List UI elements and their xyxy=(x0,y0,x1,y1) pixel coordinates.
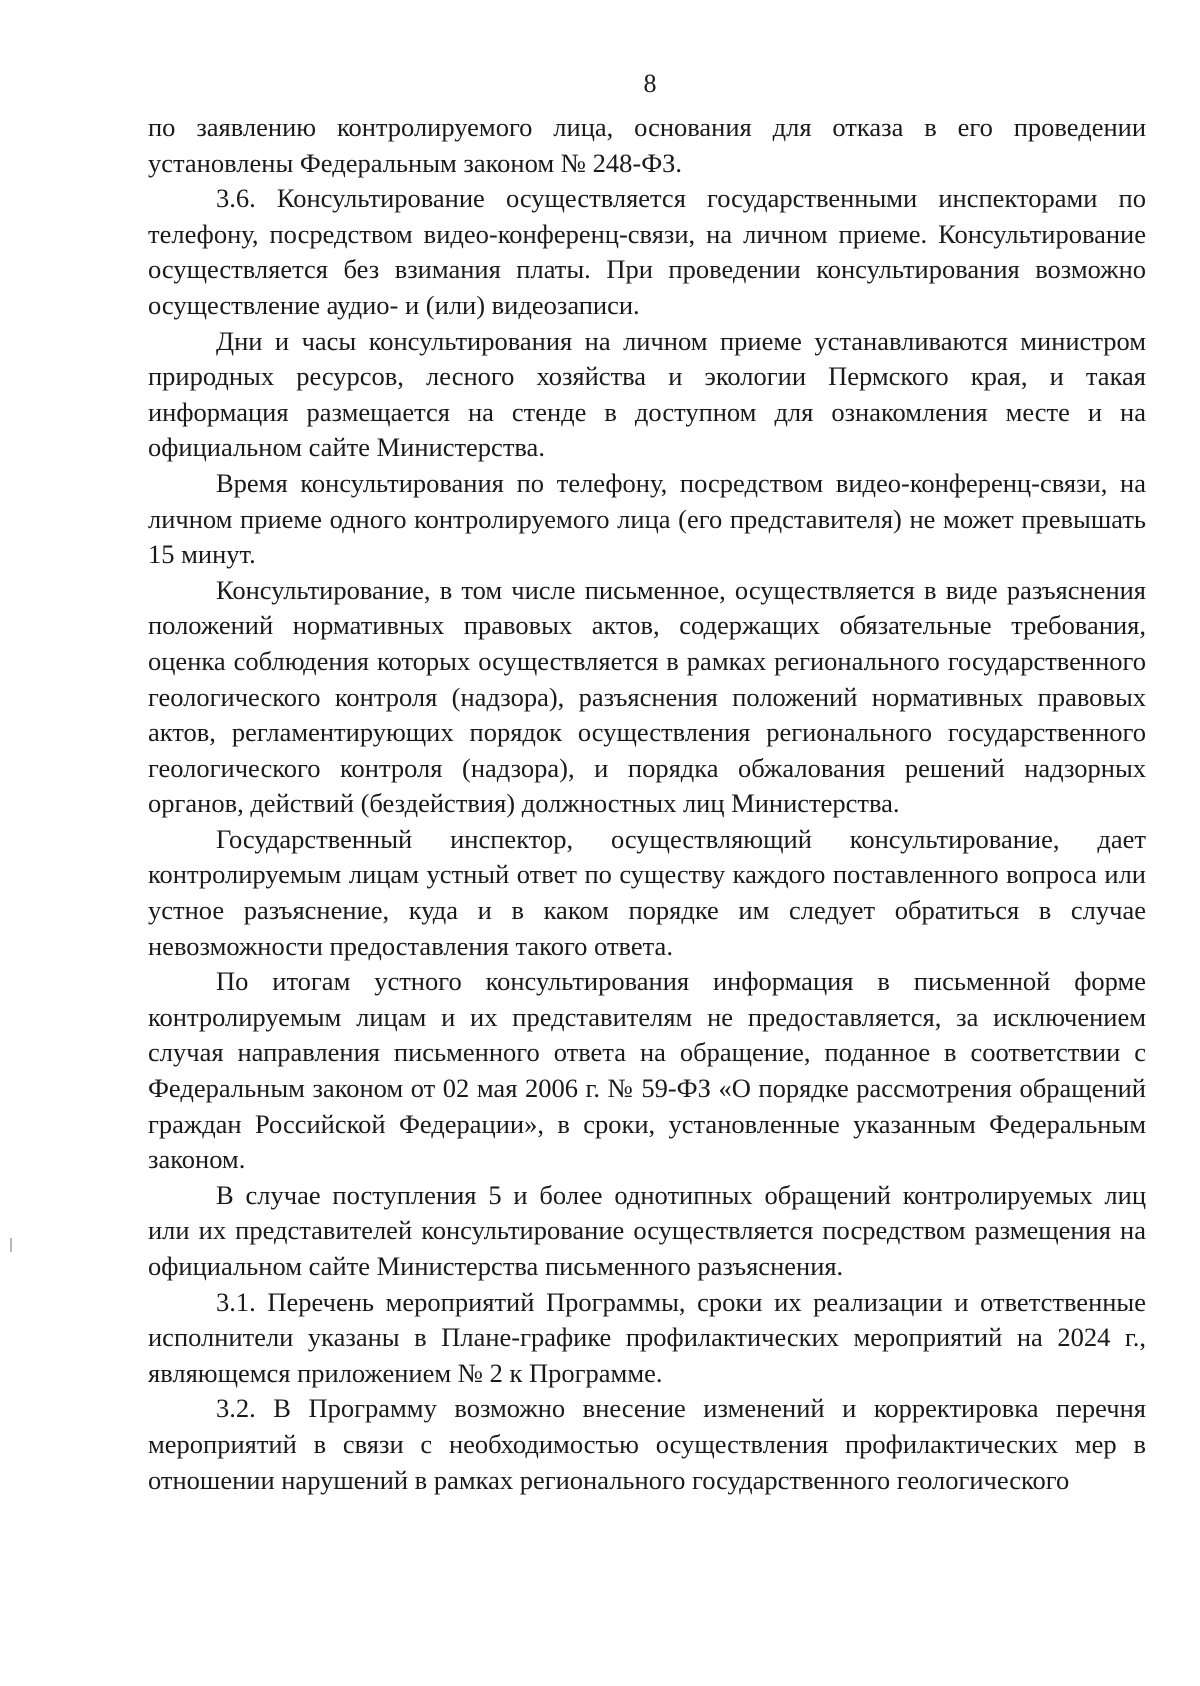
paragraph-multiple-requests: В случае поступления 5 и более однотипных обращений контролируемых лиц или их представителей консультирование осуществляется посредством размещения на официальном сайте Министерства письменного разъяснения. xyxy=(148,1179,1146,1281)
paragraph-3-2-program-changes: 3.2. В Программу возможно внесение изменений и корректировка перечня мероприятий в связи с необходимостью осуществления профилактических мер в отношении нарушений в рамках регионального государственного геологического xyxy=(148,1393,1146,1495)
paragraph-consulting-scope: Консультирование, в том числе письменное, осуществляется в виде разъяснения положений нормативных правовых актов, содержащих обязательные требования, оценка соблюдения которых осуществляется в рамках регионального государственного геологического контроля (надзора), разъяснения положений нормативных правовых актов, регламентирующих порядок осуществления регионального государственного геологического контроля (надзора), и порядка обжалования решений надзорных органов, действий (бездействия) должностных лиц Министерства. xyxy=(148,574,1146,819)
paragraph-consulting-time-limit: Время консультирования по телефону, посредством видео-конференц-связи, на личном приеме одного контролируемого лица (его представителя) не может превышать 15 минут. xyxy=(148,467,1146,570)
page-number: 8 xyxy=(643,69,657,98)
scan-artifact xyxy=(10,1238,12,1252)
paragraph-continuation: по заявлению контролируемого лица, основания для отказа в его проведении установлены Федеральным законом № 248-ФЗ. xyxy=(148,112,1146,178)
document-body xyxy=(148,110,1146,1498)
paragraph-written-information: По итогам устного консультирования информация в письменной форме контролируемым лицам и их представителям не предоставляется, за исключением случая направления письменного ответа на обращение, поданное в соответствии с Федеральным законом от 02 мая 2006 г. № 59-ФЗ «О порядке рассмотрения обращений граждан Российской Федерации», в сроки, установленные указанным Федеральным законом. xyxy=(148,966,1146,1175)
paragraph-3-6-consulting-methods: 3.6. Консультирование осуществляется государственными инспекторами по телефону, посредством видео-конференц-связи, на личном приеме. Консультирование осуществляется без взимания платы. При проведении консультирования возможно осуществление аудио- и (или) видеозаписи. xyxy=(148,183,1146,320)
paragraph-consulting-schedule: Дни и часы консультирования на личном приеме устанавливаются министром природных ресурсов, лесного хозяйства и экологии Пермского края, и такая информация размещается на стенде в доступном для ознакомления месте и на официальном сайте Министерства. xyxy=(148,325,1146,463)
paragraph-3-1-activities-list: 3.1. Перечень мероприятий Программы, сроки их реализации и ответственные исполнители указаны в Плане-графике профилактических мероприятий на 2024 г., являющемся приложением № 2 к Программе. xyxy=(148,1286,1146,1388)
paragraph-inspector-answer: Государственный инспектор, осуществляющий консультирование, дает контролируемым лицам устный ответ по существу каждого поставленного вопроса или устное разъяснение, куда и в каком порядке им следует обратиться в случае невозможности предоставления такого ответа. xyxy=(148,823,1146,961)
